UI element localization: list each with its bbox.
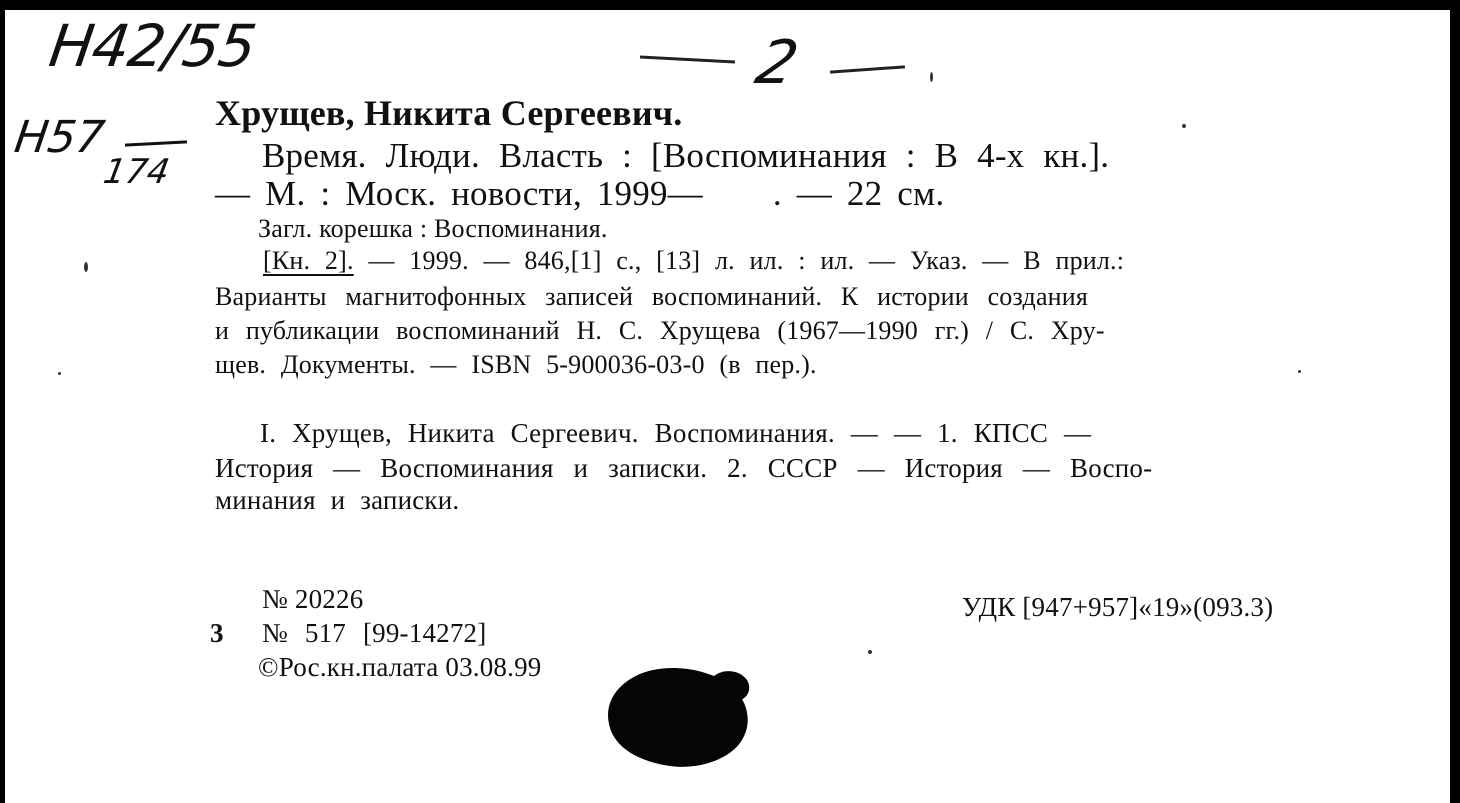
imprint-line (215, 174, 944, 214)
imprint-part-b: . — 22 см. (772, 174, 945, 213)
entry-heading: Хрущев, Никита Сергеевич. (215, 93, 683, 133)
handwritten-dash-left (640, 56, 735, 64)
book-chamber-line: ©Рос.кн.палата 03.08.99 (258, 652, 542, 682)
imprint-part-a: — М. : Моск. новости, 1999— (215, 174, 703, 213)
registry-code: [99-14272] (362, 618, 487, 648)
spine-title-line: Загл. корешка : Воспоминания. (258, 214, 608, 243)
record-number: № 20226 (262, 584, 364, 614)
tracings-line-2: История — Воспоминания и записки. 2. СССР — История — Воспо- (215, 453, 1153, 483)
scan-speck (84, 262, 88, 272)
volume-label: [Кн. 2]. (263, 246, 354, 275)
copies-count: 3 (210, 618, 224, 648)
scan-speck (868, 650, 872, 654)
handwritten-call-number: Н42/55 (45, 12, 260, 80)
scan-border-right (1450, 0, 1460, 803)
udc-code: УДК [947+957]«19»(093.3) (962, 592, 1274, 622)
scan-border-left (0, 0, 5, 803)
handwritten-page-mark: 2 (749, 28, 805, 98)
handwritten-shelf-code-top: Н57 (11, 112, 108, 163)
volume-line (263, 246, 1124, 276)
tracings-line-1: I. Хрущев, Никита Сергеевич. Воспоминания. — — 1. КПСС — (260, 418, 1092, 448)
handwritten-dash-right (830, 65, 905, 73)
order-number: № 517 (262, 618, 347, 648)
handwritten-fraction-bar (125, 140, 187, 146)
volume-description: — 1999. — 846,[1] с., [13] л. ил. : ил. — Указ. — В прил.: (368, 246, 1125, 275)
handwritten-shelf-code-bottom: 174 (100, 152, 173, 192)
description-line-4: щев. Документы. — ISBN 5-900036-03-0 (в пер.). (215, 350, 817, 379)
order-line (262, 618, 486, 649)
tracings-line-3: минания и записки. (215, 485, 460, 515)
ink-blot-stamp (602, 658, 757, 770)
title-line: Время. Люди. Власть : [Воспоминания : В 4-х кн.]. (262, 136, 1110, 175)
scan-speck (1298, 370, 1301, 373)
description-line-3: и публикации воспоминаний Н. С. Хрущева (1967—1990 гг.) / С. Хру- (215, 316, 1105, 345)
scan-speck (930, 72, 933, 82)
scan-speck (1182, 124, 1186, 128)
scan-speck (58, 372, 61, 375)
description-line-2: Варианты магнитофонных записей воспоминаний. К истории создания (215, 282, 1089, 311)
scan-border-top (0, 0, 1460, 10)
